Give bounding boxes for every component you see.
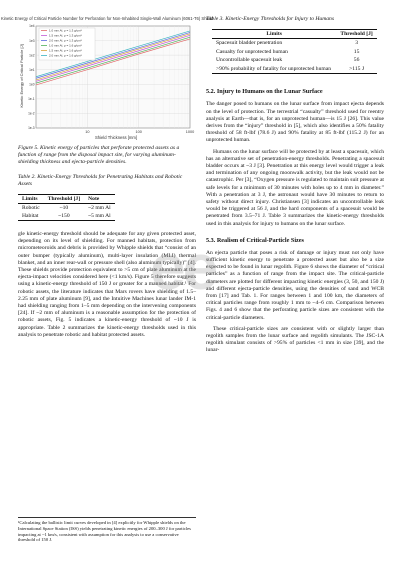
footnote: ¹Calculating the ballistic limit curves developed in [4] explicitly for Whipple shields on the International Space Station (ISS) yields penetrating kinetic energies of 200–300 J for particles impacting at ~1 km/s, consistent with assumption for this analysis to use a conservative threshold of 150 J. xyxy=(18,517,196,543)
body-paragraph: An ejecta particle that poses a risk of damage or injury must not only have sufficient kinetic energy to penetrate a protected asset but also be a size expected to be found in lunar regolith. Figure 6 shows the diameter of “critical particles” as a function of range from the impact site. The critical-particle diameters are plotted for different impacting kinetic energies (3, 50, and 150 J) and different ejecta-particle densities, using the densities of sand and WCB from [17] and Tab. 1. For ranges between 1 and 100 km, the diameters of critical particles range from roughly 1 mm to ~4–6 cm. Comparison between Figs. 4 and 6 show that the perforating particle sizes are consistent with the critical-particle diameters. xyxy=(206,249,384,321)
legend-entry: 1.0 mm Al, ρ = 1.3 g/cm³ xyxy=(49,28,82,33)
legend-entry: 1.0 mm Al, ρ = 1.6 g/cm³ xyxy=(49,43,82,48)
section-heading: 5.3. Realism of Critical-Particle Sizes xyxy=(206,236,304,244)
x-tick-label: 10 xyxy=(85,130,90,134)
right-column xyxy=(206,14,384,359)
table-cell: ~10 xyxy=(59,205,69,211)
body-paragraph: gle kinetic-energy threshold should be adequate for any given protected asset, depending on its level of shielding. For manned habitats, protection from micrometeoroids and debris is provided by Whipple shields that “consist of an outer bumper (typically aluminum), multi-layer insulation (MLI) thermal blanket, and an inner rear-wall or pressure shell (also aluminum typically)” [4]. These shields provide protection equivalent to >5 cm of plate aluminum at the ejecta-impact velocities considered here (<1 km/s). Figure 5 therefore suggests using a kinetic-energy threshold of 150 J or greater for a manned habitat.¹ For robotic assets, the literature indicates that Mars rovers have shielding of 1.5–2.25 mm of plate aluminum [9], and the Intuitive Machines lunar lander IM-1 had shielding ranging from 1–5 mm depending on the intervening components [24]. If ~2 mm of aluminum is a reasonable assumption for the protection of robotic assets, Fig. 5 indicates a kinetic-energy threshold of ~10 J is appropriate. Table 2 summarizes the kinetic-energy thresholds used in this analysis to penetrate robotic and habitat protected assets. xyxy=(18,231,196,338)
table-cell: >115 J xyxy=(336,65,377,74)
y-tick-label: 1e1 xyxy=(29,67,35,72)
table-row xyxy=(212,48,377,57)
chart-y-label: Kinetic Energy of Critical Particle [J] xyxy=(19,44,24,108)
table-row xyxy=(18,212,115,221)
table-cell: ~5 mm Al xyxy=(84,212,115,221)
table-3-header: Limits xyxy=(212,30,336,39)
table-cell: 56 xyxy=(353,57,360,64)
table-cell: Uncontrollable spacesuit leak xyxy=(216,57,283,64)
table-cell: Spacesuit bladder penetration xyxy=(216,40,283,46)
figure-5-chart xyxy=(0,14,214,142)
table-row xyxy=(212,56,377,65)
table-3-header: Threshold [J] xyxy=(336,30,377,39)
y-tick-label: 1e-2 xyxy=(28,111,35,116)
table-row xyxy=(212,39,377,48)
body-paragraph: These critical-particle sizes are consistent with or slightly larger than regolith samples from the lunar surface and regolith simulants. The JSC-1A regolith simulant consists of >95% of particles <1 mm in size [39], and the lunar- xyxy=(206,325,384,354)
y-tick-label: 1e0 xyxy=(29,82,35,87)
x-tick-label: 100 xyxy=(135,130,142,134)
table-cell: ~2 mm Al xyxy=(88,205,111,211)
table-2-caption: Table 2. Kinetic-Energy Thresholds for Penetrating Habitats and Robotic Assets xyxy=(18,174,183,187)
legend-entry: 1.5 mm Al, ρ = 1.6 g/cm³ xyxy=(49,48,82,53)
table-cell: >90% probability of fatality for unprotected human xyxy=(212,65,336,74)
section-heading: 5.2. Injury to Humans on the Lunar Surface xyxy=(206,88,323,96)
watermark-logo: ee xyxy=(150,231,216,303)
table-cell: Habitat xyxy=(18,212,44,221)
table-3 xyxy=(212,29,377,74)
body-paragraph: Humans on the lunar surface will be protected by at least a spacesuit, which has an alternative set of penetration-energy thresholds. Penetrating a spacesuit bladder occurs at ~3 J [3]. Penetration at this energy level would trigger a leak and termination of any ongoing moonwalk activity, but the leak would not be catastrophic. Per [3], “Oxygen pressure is regulated to maintain suit pressure at safe levels for a minimum of 30 minutes with holes up to 4 mm in diameter.” With a penetration at 3 J, the astronaut would have 30 minutes to return to safety without direct injury. Christiansen [3] indicates an uncontrollable leak would be triggered at 56 J, and the hard components of a spacesuit would be penetrated from 3.5–71 J. Table 3 summarizes the kinetic-energy thresholds used in this analysis for injury to humans on the lunar surface. xyxy=(206,148,384,227)
table-row xyxy=(18,204,115,213)
table-cell: 15 xyxy=(353,48,360,55)
table-2 xyxy=(18,194,115,221)
chart-x-label: Shield Thickness [mm] xyxy=(94,135,138,140)
table-cell: ~150 xyxy=(44,212,84,221)
figure-5-caption: Figure 5. Kinetic energy of particles that perforate protected assets as a function of range from the disposal impact site, for varying aluminum-shielding thickness and ejecta-particle densities. xyxy=(18,145,180,165)
table-cell: Casualty for unprotected human xyxy=(216,48,288,55)
chart-legend xyxy=(39,28,95,60)
table-cell: 3 xyxy=(355,40,358,46)
y-tick-label: 1e3 xyxy=(29,38,35,43)
x-tick-label: 1000 xyxy=(185,130,195,134)
y-tick-label: 1e4 xyxy=(29,24,35,29)
y-tick-label: 1e-1 xyxy=(28,97,35,102)
legend-entry: 1.5 mm Al, ρ = 1.3 g/cm³ xyxy=(49,33,82,38)
legend-entry: 2.0 mm Al, ρ = 1.6 g/cm³ xyxy=(49,53,82,58)
table-2-header: Limits xyxy=(18,195,44,204)
chart-title: Kinetic Energy of Critical Particle Number for Perforation for Non-Inhabited Single-Wall Aluminum (6061-T6) Shield xyxy=(0,16,214,21)
y-tick-label: 1e-3 xyxy=(28,126,35,131)
table-2-header: Note xyxy=(84,195,115,204)
table-cell: Robotic xyxy=(22,205,40,211)
table-3-caption: Table 3. Kinetic-Energy Thresholds for Injury to Humans xyxy=(206,16,335,22)
legend-entry: 2.0 mm Al, ρ = 1.3 g/cm³ xyxy=(49,38,82,43)
y-tick-label: 1e2 xyxy=(29,53,35,58)
table-2-header: Threshold [J] xyxy=(44,195,84,204)
table-row xyxy=(212,65,377,74)
body-paragraph: The danger posed to humans on the lunar surface from impact ejecta depends on the level of protection. The terrestrial “casualty” threshold used for reentry analysis at Earth—that is, for an unprotected human—is 15 J [26]. This value derives from the “injury” threshold in [5], which also identifies a 50% fatality threshold of 58 ft-lbf (78.6 J) and 90% fatality at 85 ft-lbf (115.2 J) for an unprotected human. xyxy=(206,101,384,144)
